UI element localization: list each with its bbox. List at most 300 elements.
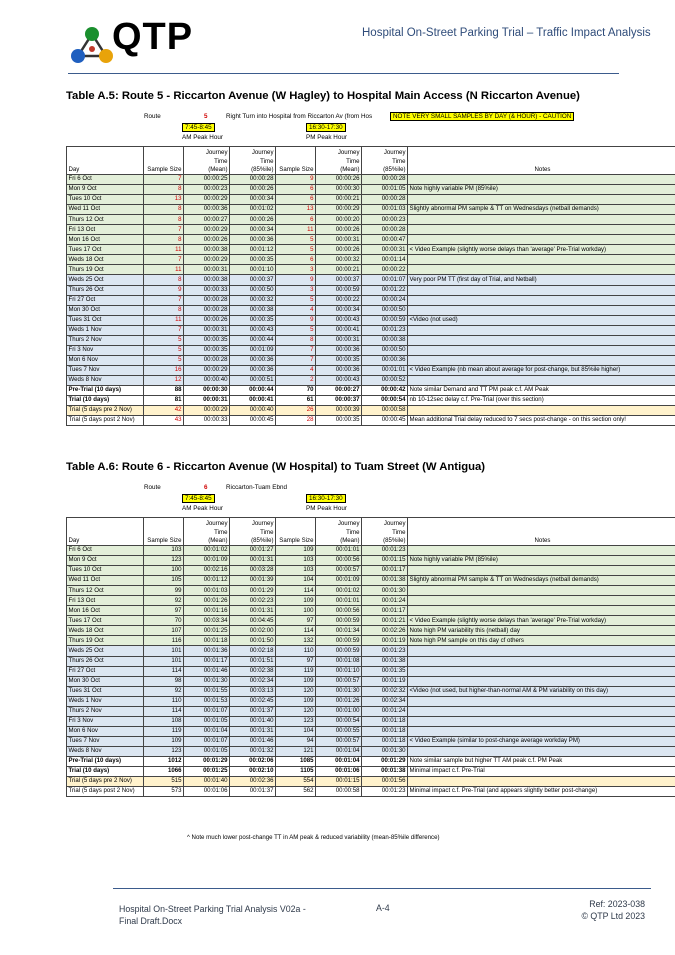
notes-cell	[408, 406, 675, 416]
table-row	[67, 636, 675, 646]
notes-cell: < Video Example (slightly worse delays than 'average' Pre-Trial workday)	[408, 245, 675, 255]
am-mean-cell: 00:00:31	[184, 325, 230, 335]
day-cell: Fri 6 Oct	[67, 175, 144, 185]
notes-cell	[408, 225, 675, 235]
pm-85-cell: 00:01:15	[362, 556, 408, 566]
am-mean-cell: 00:00:31	[184, 396, 230, 406]
pm-85-cell: 00:01:17	[362, 566, 408, 576]
day-cell: Tues 17 Oct	[67, 245, 144, 255]
table-row	[67, 315, 675, 325]
notes-cell	[408, 666, 675, 676]
table-row	[67, 235, 675, 245]
am-85-cell: 00:01:12	[230, 245, 276, 255]
pm-mean-cell: 00:00:55	[316, 726, 362, 736]
day-cell: Fri 13 Oct	[67, 225, 144, 235]
notes-cell	[408, 777, 675, 787]
pm-mean-cell: 00:00:41	[316, 325, 362, 335]
notes-cell: < Video Example (slightly worse delays than 'average' Pre-Trial workday)	[408, 616, 675, 626]
pm-85-cell: 00:01:21	[362, 616, 408, 626]
table-row	[67, 355, 675, 365]
am-mean-cell: 00:00:33	[184, 416, 230, 426]
table-header-row	[67, 518, 675, 546]
pm-sample-size-cell: 1085	[276, 756, 316, 766]
pm-sample-size-cell: 8	[276, 335, 316, 345]
am-mean-cell: 00:00:25	[184, 175, 230, 185]
am-sample-size-cell: 1012	[144, 756, 184, 766]
am-85-cell: 00:02:34	[230, 676, 276, 686]
am-85-header-line: (85%ile)	[251, 536, 274, 544]
day-cell: Mon 30 Oct	[67, 305, 144, 315]
am-85-cell: 00:01:02	[230, 205, 276, 215]
am-sample-size-cell: 16	[144, 365, 184, 375]
pm-mean-cell: 00:00:26	[316, 175, 362, 185]
table-row	[67, 285, 675, 295]
am-85-cell: 00:00:36	[230, 235, 276, 245]
am-sample-size-cell: 5	[144, 335, 184, 345]
am-mean-cell: 00:00:36	[184, 205, 230, 215]
pm-sample-size-cell: 100	[276, 606, 316, 616]
pm-85-cell: 00:01:56	[362, 777, 408, 787]
notes-cell: Note high PM sample on this day cf others	[408, 636, 675, 646]
pm-mean-cell: 00:00:59	[316, 616, 362, 626]
pm-sample-size-cell: 7	[276, 355, 316, 365]
notes-cell: Slightly abnormal PM sample & TT on Wednesdays (netball demands)	[408, 205, 675, 215]
am-85-cell: 00:00:37	[230, 275, 276, 285]
am-sample-size-cell: 7	[144, 175, 184, 185]
pm-mean-header-line: Time	[346, 528, 360, 536]
table-row	[67, 345, 675, 355]
am-mean-cell: 00:01:05	[184, 746, 230, 756]
am-sample-size-cell: 123	[144, 556, 184, 566]
notes-header: Notes	[408, 147, 675, 175]
table-a6-meta	[66, 483, 675, 517]
pm-sample-size-cell: 70	[276, 385, 316, 395]
am-sample-size-cell: 119	[144, 726, 184, 736]
notes-cell	[408, 746, 675, 756]
am-mean-header	[184, 518, 230, 546]
am-mean-cell: 00:00:35	[184, 345, 230, 355]
am-mean-header-line: (Mean)	[208, 536, 228, 544]
table-row	[67, 215, 675, 225]
notes-cell: nb 10-12sec delay c.f. Pre-Trial (over this section)	[408, 396, 675, 406]
notes-cell	[408, 195, 675, 205]
am-85-cell: 00:03:28	[230, 566, 276, 576]
day-cell: Weds 18 Oct	[67, 255, 144, 265]
am-85-cell: 00:03:13	[230, 686, 276, 696]
table-row	[67, 756, 675, 766]
table-row	[67, 275, 675, 285]
day-cell: Fri 3 Nov	[67, 716, 144, 726]
am-mean-cell: 00:00:29	[184, 365, 230, 375]
pm-mean-cell: 00:00:43	[316, 315, 362, 325]
day-cell: Mon 6 Nov	[67, 726, 144, 736]
notes-cell	[408, 716, 675, 726]
table-row	[67, 566, 675, 576]
day-cell: Wed 11 Oct	[67, 205, 144, 215]
pm-mean-cell: 00:01:09	[316, 576, 362, 586]
pm-85-cell: 00:00:28	[362, 195, 408, 205]
am-mean-cell: 00:00:29	[184, 255, 230, 265]
day-cell: Tues 31 Oct	[67, 315, 144, 325]
pm-mean-cell: 00:00:21	[316, 195, 362, 205]
am-mean-cell: 00:01:02	[184, 546, 230, 556]
table-row	[67, 265, 675, 275]
am-sample-size-cell: 7	[144, 255, 184, 265]
pm-85-cell: 00:01:18	[362, 716, 408, 726]
pm-sample-size-cell: 104	[276, 726, 316, 736]
am-85-cell: 00:01:37	[230, 706, 276, 716]
pm-mean-cell: 00:01:02	[316, 586, 362, 596]
pm-sample-size-cell: 121	[276, 746, 316, 756]
am-sample-size-cell: 8	[144, 185, 184, 195]
am-mean-header-line: Journey	[205, 520, 228, 528]
pm-mean-cell: 00:00:54	[316, 716, 362, 726]
pm-mean-header-line: Journey	[337, 520, 360, 528]
am-sample-size-cell: 101	[144, 656, 184, 666]
pm-85-cell: 00:01:38	[362, 656, 408, 666]
notes-cell	[408, 335, 675, 345]
table-a6-grid	[66, 517, 675, 797]
am-mean-cell: 00:01:29	[184, 756, 230, 766]
pm-mean-cell: 00:00:56	[316, 606, 362, 616]
am-sample-size-cell: 81	[144, 396, 184, 406]
pm-mean-cell: 00:00:22	[316, 295, 362, 305]
am-mean-cell: 00:01:36	[184, 646, 230, 656]
notes-cell	[408, 215, 675, 225]
am-85-cell: 00:00:50	[230, 285, 276, 295]
footer-doc-line1: Hospital On-Street Parking Trial Analysis V02a -	[119, 904, 306, 914]
am-mean-cell: 00:00:38	[184, 245, 230, 255]
am-85-cell: 00:01:40	[230, 716, 276, 726]
pm-sample-size-cell: 119	[276, 666, 316, 676]
pm-85-cell: 00:00:52	[362, 375, 408, 385]
pm-sample-size-cell: 61	[276, 396, 316, 406]
table-row	[67, 726, 675, 736]
am-85-cell: 00:00:41	[230, 396, 276, 406]
am-85-cell: 00:01:31	[230, 556, 276, 566]
table-row	[67, 245, 675, 255]
day-cell: Trial (5 days post 2 Nov)	[67, 787, 144, 797]
pm-sample-size-cell: 6	[276, 215, 316, 225]
am-85-cell: 00:00:34	[230, 195, 276, 205]
pm-sample-size-cell: 94	[276, 736, 316, 746]
footer-ref: Ref: 2023-038	[589, 899, 645, 909]
pm-mean-cell: 00:00:58	[316, 787, 362, 797]
am-85-cell: 00:01:31	[230, 606, 276, 616]
table-a5-grid	[66, 146, 675, 426]
pm-85-cell: 00:00:38	[362, 335, 408, 345]
am-mean-cell: 00:01:17	[184, 656, 230, 666]
am-85-cell: 00:01:29	[230, 586, 276, 596]
table-row	[67, 666, 675, 676]
pm-sample-size-cell: 120	[276, 706, 316, 716]
am-85-cell: 00:00:26	[230, 215, 276, 225]
am-mean-header	[184, 147, 230, 175]
pm-mean-cell: 00:01:08	[316, 656, 362, 666]
day-cell: Thurs 12 Oct	[67, 215, 144, 225]
am-85-cell: 00:02:06	[230, 756, 276, 766]
am-mean-cell: 00:00:26	[184, 235, 230, 245]
notes-cell: Note similar Demand and TT PM peak c.f. AM Peak	[408, 385, 675, 395]
am-sample-size-cell: 11	[144, 265, 184, 275]
pm-mean-cell: 00:00:39	[316, 406, 362, 416]
pm-sample-size-cell: 5	[276, 295, 316, 305]
table-row	[67, 365, 675, 375]
pm-85-cell: 00:00:23	[362, 215, 408, 225]
am-mean-cell: 00:01:04	[184, 726, 230, 736]
pm-mean-cell: 00:00:43	[316, 375, 362, 385]
am-sample-size-cell: 123	[144, 746, 184, 756]
pm-85-cell: 00:00:42	[362, 385, 408, 395]
notes-cell	[408, 696, 675, 706]
am-sample-size-cell: 11	[144, 245, 184, 255]
notes-cell	[408, 646, 675, 656]
pm-85-header	[362, 518, 408, 546]
am-mean-cell: 00:01:16	[184, 606, 230, 616]
table-row	[67, 225, 675, 235]
am-85-cell: 00:02:00	[230, 626, 276, 636]
pm-85-cell: 00:01:38	[362, 767, 408, 777]
pm-sample-size-cell: 97	[276, 616, 316, 626]
pm-85-cell: 00:00:22	[362, 265, 408, 275]
table-a6	[66, 483, 675, 797]
pm-sample-size-cell: 9	[276, 175, 316, 185]
am-sample-size-cell: 109	[144, 736, 184, 746]
am-85-header-line: Time	[260, 157, 274, 165]
pm-mean-cell: 00:01:30	[316, 686, 362, 696]
am-85-cell: 00:00:38	[230, 305, 276, 315]
pm-85-cell: 00:01:18	[362, 736, 408, 746]
table-row	[67, 295, 675, 305]
am-mean-cell: 00:01:05	[184, 716, 230, 726]
pm-85-header-line: Journey	[383, 520, 406, 528]
pm-sample-size-cell: 103	[276, 566, 316, 576]
table-row	[67, 416, 675, 426]
pm-sample-size-cell: 114	[276, 626, 316, 636]
notes-cell	[408, 285, 675, 295]
pm-85-cell: 00:01:23	[362, 325, 408, 335]
day-cell: Fri 27 Oct	[67, 295, 144, 305]
am-sample-size-cell: 103	[144, 546, 184, 556]
am-sample-size-cell: 1066	[144, 767, 184, 777]
am-mean-cell: 00:00:28	[184, 305, 230, 315]
table-row	[67, 686, 675, 696]
pm-85-header-line: Time	[392, 528, 406, 536]
footer-copyright: © QTP Ltd 2023	[581, 911, 645, 921]
pm-85-cell: 00:01:14	[362, 255, 408, 265]
am-85-header-line: Time	[260, 528, 274, 536]
notes-cell: < Video Example (similar to post-change average workday PM)	[408, 736, 675, 746]
pm-mean-cell: 00:01:34	[316, 626, 362, 636]
am-sample-size-cell: 13	[144, 195, 184, 205]
am-sample-size-cell: 9	[144, 285, 184, 295]
day-cell: Trial (5 days pre 2 Nov)	[67, 406, 144, 416]
am-mean-cell: 00:01:03	[184, 586, 230, 596]
am-sample-size-cell: 515	[144, 777, 184, 787]
day-header: Day	[67, 518, 144, 546]
notes-header: Notes	[408, 518, 675, 546]
am-85-cell: 00:02:45	[230, 696, 276, 706]
day-cell: Trial (10 days)	[67, 396, 144, 406]
am-85-cell: 00:01:46	[230, 736, 276, 746]
table-row	[67, 606, 675, 616]
pm-sample-size-cell: 6	[276, 185, 316, 195]
pm-85-cell: 00:00:36	[362, 355, 408, 365]
am-sample-size-cell: 100	[144, 566, 184, 576]
day-cell: Weds 8 Nov	[67, 746, 144, 756]
am-mean-cell: 00:01:18	[184, 636, 230, 646]
day-cell: Mon 6 Nov	[67, 355, 144, 365]
pm-mean-cell: 00:00:30	[316, 185, 362, 195]
notes-cell	[408, 656, 675, 666]
pm-85-header-line: Journey	[383, 149, 406, 157]
page-header-title: Hospital On-Street Parking Trial – Traffic Impact Analysis	[362, 27, 651, 39]
pm-sample-size-cell: 132	[276, 636, 316, 646]
day-cell: Fri 13 Oct	[67, 596, 144, 606]
table-row	[67, 396, 675, 406]
am-peak-label: AM Peak Hour	[182, 134, 223, 141]
am-sample-size-cell: 110	[144, 696, 184, 706]
am-85-cell: 00:02:38	[230, 666, 276, 676]
am-sample-size-cell: 92	[144, 686, 184, 696]
am-mean-cell: 00:01:12	[184, 576, 230, 586]
am-mean-header-line: (Mean)	[208, 165, 228, 173]
table-row	[67, 255, 675, 265]
pm-mean-cell: 00:01:04	[316, 746, 362, 756]
am-sample-size-cell: 114	[144, 666, 184, 676]
am-mean-cell: 00:02:16	[184, 566, 230, 576]
day-cell: Weds 25 Oct	[67, 646, 144, 656]
header-divider	[68, 73, 619, 74]
pm-mean-cell: 00:01:00	[316, 706, 362, 716]
pm-sample-size-cell: 9	[276, 315, 316, 325]
day-cell: Thurs 2 Nov	[67, 335, 144, 345]
notes-cell: <Video (not used, but higher-than-normal AM & PM variability on this day)	[408, 686, 675, 696]
notes-cell	[408, 676, 675, 686]
route-label: Route	[144, 484, 161, 491]
am-sample-size-cell: 92	[144, 596, 184, 606]
notes-cell: Minimal impact c.f. Pre-Trial (and appears slightly better post-change)	[408, 787, 675, 797]
pm-mean-cell: 00:00:36	[316, 345, 362, 355]
day-cell: Fri 27 Oct	[67, 666, 144, 676]
am-85-cell: 00:00:34	[230, 225, 276, 235]
pm-sample-size-cell: 109	[276, 676, 316, 686]
pm-85-cell: 00:00:45	[362, 416, 408, 426]
notes-cell: <Video (not used)	[408, 315, 675, 325]
molecule-icon	[68, 24, 116, 66]
am-85-header	[230, 147, 276, 175]
table-row	[67, 767, 675, 777]
pm-sample-size-cell: 114	[276, 586, 316, 596]
am-85-header-line: Journey	[251, 520, 274, 528]
table-row	[67, 616, 675, 626]
am-sample-size-cell: 43	[144, 416, 184, 426]
notes-cell	[408, 706, 675, 716]
am-85-cell: 00:00:36	[230, 355, 276, 365]
table-row	[67, 706, 675, 716]
pm-85-cell: 00:01:29	[362, 756, 408, 766]
pm-sample-size-cell: 97	[276, 656, 316, 666]
pm-mean-cell: 00:00:26	[316, 245, 362, 255]
pm-peak-label: PM Peak Hour	[306, 134, 347, 141]
am-sample-size-cell: 573	[144, 787, 184, 797]
pm-85-cell: 00:00:28	[362, 175, 408, 185]
pm-sample-size-cell: 26	[276, 406, 316, 416]
pm-85-cell: 00:00:59	[362, 315, 408, 325]
am-sample-size-cell: 107	[144, 626, 184, 636]
notes-cell	[408, 235, 675, 245]
am-85-header-line: Journey	[251, 149, 274, 157]
footer-page-number: A-4	[376, 903, 390, 913]
am-85-cell: 00:02:18	[230, 646, 276, 656]
am-sample-size-cell: 7	[144, 295, 184, 305]
am-85-cell: 00:01:51	[230, 656, 276, 666]
pm-sample-size-cell: 6	[276, 195, 316, 205]
am-mean-cell: 00:00:29	[184, 225, 230, 235]
am-85-cell: 00:00:51	[230, 375, 276, 385]
pm-85-cell: 00:01:24	[362, 706, 408, 716]
pm-sample-size-cell: 7	[276, 345, 316, 355]
am-sample-size-cell: 97	[144, 606, 184, 616]
day-cell: Weds 18 Oct	[67, 626, 144, 636]
am-85-header	[230, 518, 276, 546]
pm-sample-size-cell: 103	[276, 556, 316, 566]
am-mean-header-line: Journey	[205, 149, 228, 157]
am-mean-cell: 00:01:55	[184, 686, 230, 696]
am-time-window: 7:45-8:45	[182, 494, 215, 503]
pm-mean-cell: 00:00:37	[316, 396, 362, 406]
am-85-cell: 00:01:27	[230, 546, 276, 556]
caution-note: NOTE VERY SMALL SAMPLES BY DAY (& HOUR) - CAUTION	[390, 112, 574, 121]
day-cell: Thurs 26 Oct	[67, 656, 144, 666]
am-85-cell: 00:04:45	[230, 616, 276, 626]
pm-sample-size-cell: 109	[276, 696, 316, 706]
table-a6-title: Table A.6: Route 6 - Riccarton Avenue (W Hospital) to Tuam Street (W Antigua)	[66, 461, 486, 473]
am-mean-cell: 00:00:28	[184, 355, 230, 365]
am-sample-size-cell: 12	[144, 375, 184, 385]
pm-sample-size-cell: 104	[276, 576, 316, 586]
pm-sample-size-cell: 13	[276, 205, 316, 215]
pm-mean-cell: 00:00:27	[316, 385, 362, 395]
table-row	[67, 596, 675, 606]
pm-85-cell: 00:02:34	[362, 696, 408, 706]
day-cell: Thurs 19 Oct	[67, 265, 144, 275]
am-mean-cell: 00:03:34	[184, 616, 230, 626]
day-cell: Weds 25 Oct	[67, 275, 144, 285]
pm-mean-cell: 00:00:34	[316, 305, 362, 315]
pm-85-header-line: Time	[392, 157, 406, 165]
notes-cell: < Video Example (nb mean about average for post-change, but 85%ile higher)	[408, 365, 675, 375]
day-cell: Wed 11 Oct	[67, 576, 144, 586]
pm-sample-size-cell: 5	[276, 325, 316, 335]
table-row	[67, 325, 675, 335]
day-cell: Thurs 26 Oct	[67, 285, 144, 295]
am-mean-cell: 00:01:53	[184, 696, 230, 706]
am-85-cell: 00:01:39	[230, 576, 276, 586]
pm-mean-cell: 00:01:06	[316, 767, 362, 777]
pm-mean-cell: 00:01:04	[316, 756, 362, 766]
pm-sample-size-cell: 6	[276, 255, 316, 265]
am-sample-size-cell: 7	[144, 325, 184, 335]
am-85-cell: 00:00:43	[230, 325, 276, 335]
table-row	[67, 777, 675, 787]
am-mean-cell: 00:00:33	[184, 285, 230, 295]
notes-cell: Minimal impact c.f. Pre-Trial	[408, 767, 675, 777]
notes-cell	[408, 325, 675, 335]
am-85-cell: 00:00:28	[230, 175, 276, 185]
pm-sample-size-cell: 28	[276, 416, 316, 426]
table-row	[67, 195, 675, 205]
